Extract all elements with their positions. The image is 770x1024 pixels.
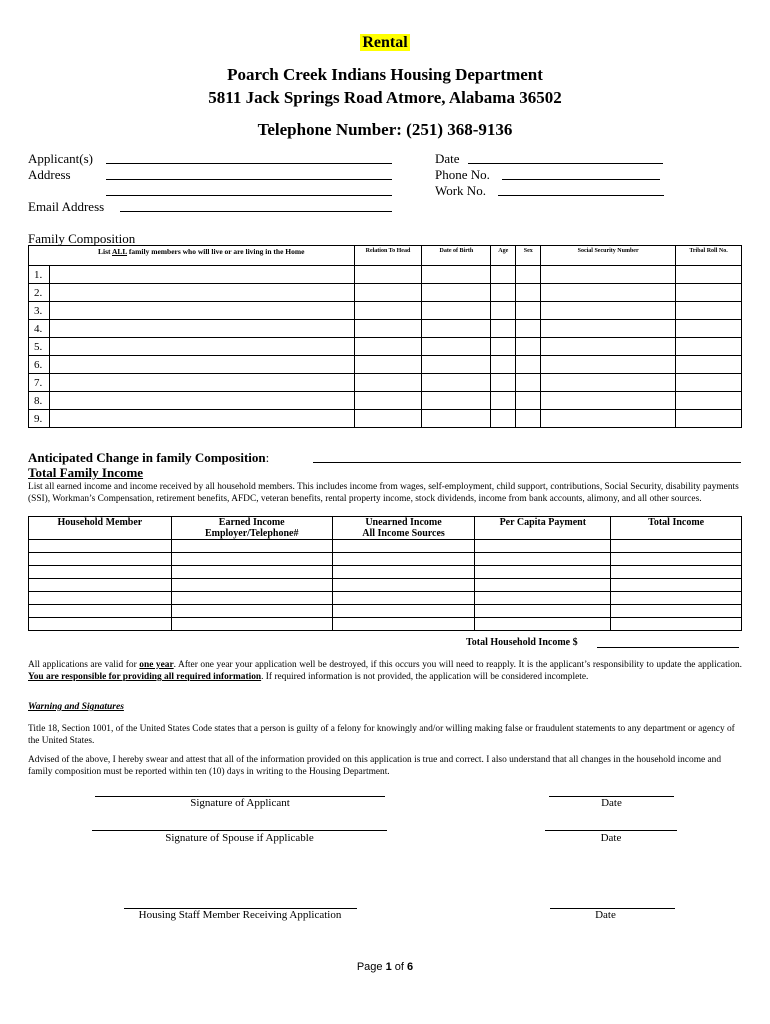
member-header: Household Member (29, 517, 172, 540)
address-field[interactable] (106, 168, 392, 180)
form-tag (0, 34, 770, 52)
income-title: Total Family Income (28, 465, 144, 480)
phone-field[interactable] (502, 168, 660, 180)
address-field-line2[interactable] (106, 184, 392, 196)
total-income-label: Total Household Income $ (466, 637, 578, 648)
table-row[interactable]: 5. (29, 338, 742, 356)
table-row[interactable] (29, 605, 742, 618)
family-table (28, 245, 742, 428)
total-income-field[interactable] (597, 638, 739, 648)
table-row[interactable]: 2. (29, 284, 742, 302)
total-header: Total Income (611, 517, 742, 540)
warning-text: Title 18, Section 1001, of the United States Code states that a person is guilty of a felony for knowingly and/or willing making false or fraudulent statements to any department or agency of the United States. (28, 724, 735, 746)
table-row[interactable]: 1. (29, 266, 742, 284)
email-label: Email Address (28, 199, 105, 214)
applicant-signature-label: Signature of Applicant (190, 797, 290, 809)
table-row[interactable] (29, 553, 742, 566)
table-row[interactable] (29, 618, 742, 631)
table-row[interactable]: 8. (29, 392, 742, 410)
earned-header: Earned Income Employer/Telephone# (171, 517, 332, 540)
unearned-header: Unearned Income All Income Sources (332, 517, 475, 540)
validity-text: All applications are valid for one year. After one year your application well be destroyed, if this occurs you will need to reapply. It is the applicant’s responsibility to update the application. You are responsible for providing all required information. If required information is not provided, the application will be considered incomplete. (28, 660, 742, 682)
family-title: Family Composition (28, 231, 136, 246)
table-row[interactable]: 9. (29, 410, 742, 428)
table-row[interactable]: 3. (29, 302, 742, 320)
address-label: Address (28, 167, 71, 182)
sex-header: Sex (516, 246, 541, 266)
rental-label: Rental (362, 34, 408, 51)
percap-header: Per Capita Payment (475, 517, 611, 540)
table-row[interactable] (29, 540, 742, 553)
spouse-signature-label: Signature of Spouse if Applicable (165, 832, 314, 844)
table-row[interactable]: 7. (29, 374, 742, 392)
table-row[interactable]: 6. (29, 356, 742, 374)
email-field[interactable] (120, 200, 392, 212)
tribal-header: Tribal Roll No. (676, 246, 742, 266)
members-header: List ALL family members who will live or are living in the Home (29, 246, 355, 266)
age-header: Age (491, 246, 516, 266)
phone-label: Phone No. (435, 167, 490, 182)
anticipated-label: Anticipated Change in family Composition: (28, 450, 270, 465)
relation-header: Relation To Head (354, 246, 422, 266)
org-name: Poarch Creek Indians Housing Department (227, 65, 543, 84)
anticipated-field[interactable] (313, 451, 741, 463)
date-label: Date (435, 151, 460, 166)
table-row[interactable]: 4. (29, 320, 742, 338)
work-label: Work No. (435, 183, 486, 198)
family-header-row (29, 246, 742, 266)
applicant-date-label: Date (601, 797, 622, 809)
table-row[interactable] (29, 579, 742, 592)
page-number: Page 1 of 6 (356, 961, 414, 973)
org-address: 5811 Jack Springs Road Atmore, Alabama 36502 (208, 88, 562, 107)
org-phone: Telephone Number: (251) 368-9136 (257, 120, 513, 139)
income-description: List all earned income and income received by all household members. This includes income from wages, self-employment, child support, contributions, Social Security, disability payments (SSI), Workman’s Compensation, retirement benefits, AFDC, veteran benefits, rental property income, stock dividends, income from bank accounts, alimony, and all other sources. (28, 482, 739, 504)
attest-text: Advised of the above, I hereby swear and attest that all of the information provided on this application is true and correct. I also understand that all changes in the household income and family composition must be reported within ten (10) days in writing to the Housing Department. (28, 755, 722, 777)
applicants-label: Applicant(s) (28, 151, 93, 166)
staff-date-label: Date (595, 909, 616, 921)
income-header-row (29, 517, 742, 540)
dob-header: Date of Birth (422, 246, 491, 266)
spouse-date-label: Date (600, 832, 622, 844)
spouse-date-line[interactable] (545, 830, 677, 831)
warning-title: Warning and Signatures (28, 702, 124, 712)
staff-signature-label: Housing Staff Member Receiving Application (138, 909, 342, 921)
table-row[interactable] (29, 566, 742, 579)
applicants-field[interactable] (106, 152, 392, 164)
table-row[interactable] (29, 592, 742, 605)
spouse-signature-line[interactable] (92, 830, 387, 831)
income-table (28, 516, 742, 631)
work-field[interactable] (498, 184, 664, 196)
ssn-header: Social Security Number (541, 246, 676, 266)
date-field[interactable] (468, 152, 663, 164)
